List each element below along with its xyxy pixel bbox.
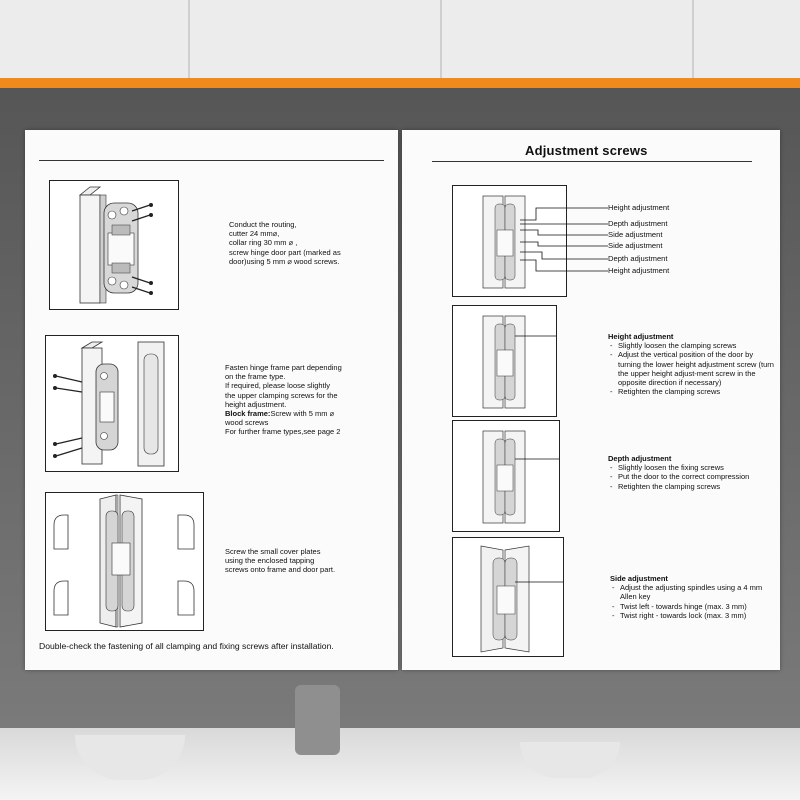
block-frame-text: Screw with 5 mm ⌀	[270, 409, 335, 419]
step-3-text	[225, 547, 335, 575]
instruction-page-right	[402, 130, 780, 670]
step-1-line: door)using 5 mm ⌀ wood screws.	[229, 256, 340, 266]
orange-trim	[0, 78, 800, 88]
step-2-line: on the frame type.	[225, 372, 286, 382]
header-rule	[39, 160, 384, 161]
side-adjustment-section	[610, 574, 775, 620]
overview-label: Depth adjustment	[608, 219, 668, 228]
title-rule	[432, 161, 752, 162]
overview-leader-lines	[512, 200, 612, 280]
step-3-line: screws onto frame and door part.	[225, 565, 336, 575]
step-2-line: wood screws	[225, 418, 269, 428]
bullet-item: - Twist right - towards lock (max. 3 mm)	[610, 611, 775, 620]
step-2-line: For further frame types,see page 2	[225, 427, 341, 437]
depth-adjustment-section	[608, 454, 780, 491]
height-adjustment-section	[608, 332, 778, 396]
step-1-line: screw hinge door part (marked as	[229, 247, 341, 257]
bullet-item: - Put the door to the correct compression	[608, 472, 780, 481]
section-heading: Side adjustment	[610, 574, 668, 583]
kettle	[295, 685, 340, 755]
step-2-line: If required, please loose slightly	[225, 381, 331, 391]
instruction-page-left	[25, 130, 398, 670]
step-1-line: cutter 24 mm⌀,	[229, 229, 280, 239]
wall-tiles	[0, 0, 800, 80]
step-2-line: Fasten hinge frame part depending	[225, 363, 342, 372]
side-adjustment-diagram	[452, 537, 564, 657]
step-1-text	[229, 220, 341, 266]
bullet-item: - Slightly loosen the clamping screws	[608, 341, 778, 350]
overview-label: Side adjustment	[608, 230, 663, 239]
height-adjustment-diagram	[452, 305, 557, 417]
section-heading: Height adjustment	[608, 332, 674, 341]
depth-adjustment-diagram	[452, 420, 560, 532]
block-frame-label: Block frame:	[225, 409, 271, 419]
overview-label: Height adjustment	[608, 203, 670, 212]
installation-footer-note: Double-check the fastening of all clamping and fixing screws after installation.	[39, 641, 334, 651]
step-2-block-frame-line	[225, 409, 342, 418]
bullet-item: - Retighten the clamping screws	[608, 387, 778, 396]
bullet-item: - Twist left - towards hinge (max. 3 mm)	[610, 602, 775, 611]
section-heading: Depth adjustment	[608, 454, 672, 463]
overview-label: Depth adjustment	[608, 254, 668, 263]
step-2-line: the upper clamping screws for the	[225, 390, 338, 400]
bullet-item: - Retighten the clamping screws	[608, 482, 780, 491]
step-2-line: height adjustment.	[225, 399, 287, 409]
frame-fastening-diagram	[45, 335, 179, 472]
routing-diagram	[49, 180, 179, 310]
step-3-line: Screw the small cover plates	[225, 547, 321, 556]
cover-plates-diagram	[45, 492, 204, 631]
page-title: Adjustment screws	[525, 143, 648, 158]
step-3-line: using the enclosed tapping	[225, 556, 315, 566]
step-2-text	[225, 363, 342, 437]
bullet-item: - Slightly loosen the fixing screws	[608, 463, 780, 472]
overview-label: Height adjustment	[608, 266, 670, 275]
overview-label: Side adjustment	[608, 241, 663, 250]
bullet-item: - Adjust the vertical position of the door by turning the lower height adjustment screw (turn the upper height adjust-ment screw in the opposite direction if necessary)	[608, 350, 778, 387]
bullet-item: - Adjust the adjusting spindles using a 4 mm Allen key	[610, 583, 775, 601]
step-1-line: collar ring 30 mm ⌀ ,	[229, 238, 298, 248]
step-1-line: Conduct the routing,	[229, 220, 297, 229]
